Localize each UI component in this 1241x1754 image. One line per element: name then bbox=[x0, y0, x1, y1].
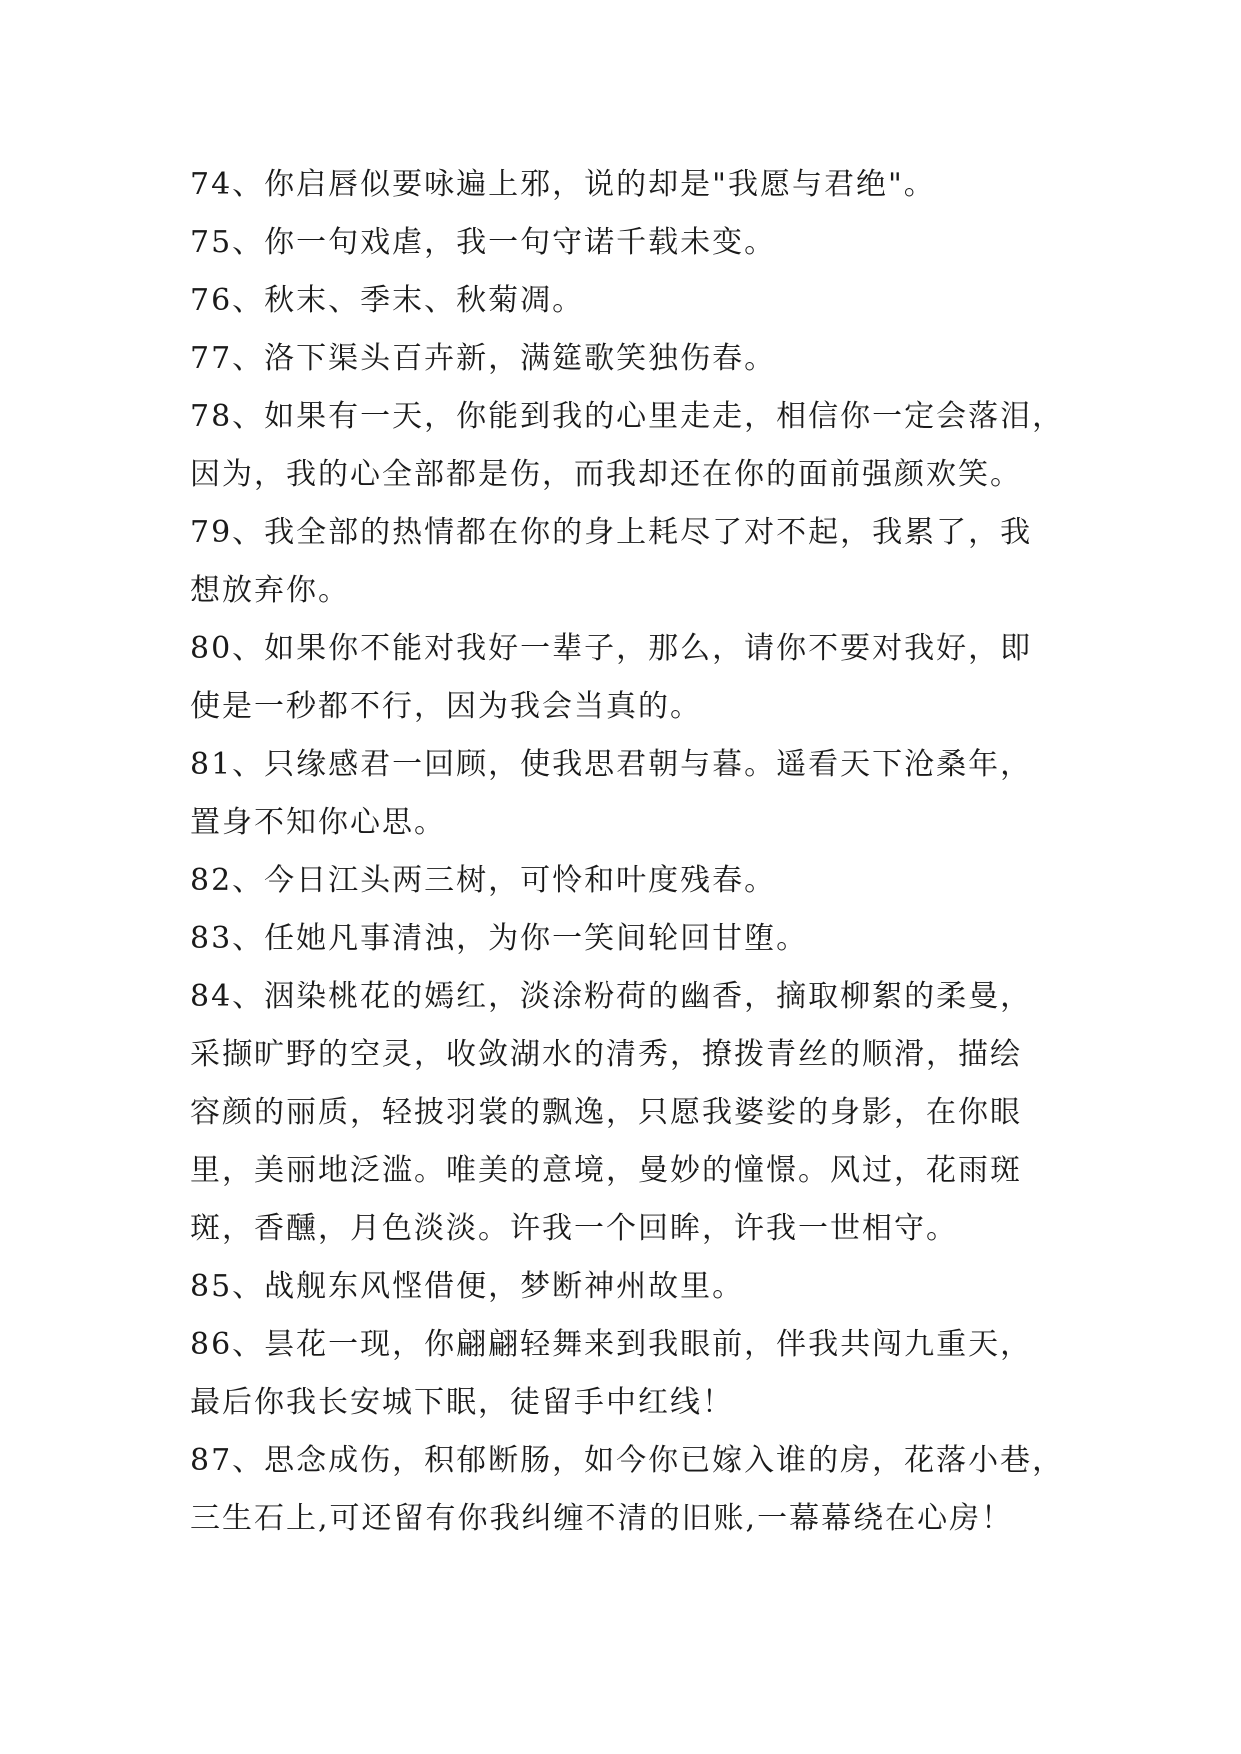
text-line: 82、今日江头两三树，可怜和叶度残春。 bbox=[190, 863, 777, 898]
text-line: 斑，香醺，月色淡淡。许我一个回眸，许我一世相守。 bbox=[190, 1211, 958, 1246]
text-line: 79、我全部的热情都在你的身上耗尽了对不起，我累了，我 bbox=[190, 515, 1033, 550]
text-line: 容颜的丽质，轻披羽裳的飘逸，只愿我婆娑的身影，在你眼 bbox=[190, 1095, 1022, 1130]
text-line: 77、洛下渠头百卉新，满筵歌笑独伤春。 bbox=[190, 341, 777, 376]
text-line: 采撷旷野的空灵，收敛湖水的清秀，撩拨青丝的顺滑，描绘 bbox=[190, 1037, 1022, 1072]
text-line: 因为，我的心全部都是伤，而我却还在你的面前强颜欢笑。 bbox=[190, 457, 1022, 492]
text-line: 置身不知你心思。 bbox=[190, 805, 446, 840]
document-body bbox=[190, 156, 1070, 1548]
text-line: 87、思念成伤，积郁断肠，如今你已嫁入谁的房，花落小巷， bbox=[190, 1443, 1065, 1478]
text-line: 想放弃你。 bbox=[190, 573, 350, 608]
text-line: 最后你我长安城下眠，徒留手中红线！ bbox=[190, 1385, 734, 1420]
text-line: 使是一秒都不行，因为我会当真的。 bbox=[190, 689, 702, 724]
text-line: 80、如果你不能对我好一辈子，那么，请你不要对我好，即 bbox=[190, 631, 1033, 666]
text-line: 83、任她凡事清浊，为你一笑间轮回甘堕。 bbox=[190, 921, 809, 956]
text-line: 里，美丽地泛滥。唯美的意境，曼妙的憧憬。风过，花雨斑 bbox=[190, 1153, 1022, 1188]
text-line: 75、你一句戏虐，我一句守诺千载未变。 bbox=[190, 225, 777, 260]
text-line: 81、只缘感君一回顾，使我思君朝与暮。遥看天下沧桑年， bbox=[190, 747, 1033, 782]
text-line: 76、秋末、季末、秋菊凋。 bbox=[190, 283, 585, 318]
text-line: 78、如果有一天，你能到我的心里走走，相信你一定会落泪， bbox=[190, 399, 1065, 434]
text-line: 86、昙花一现，你翩翩轻舞来到我眼前，伴我共闯九重天， bbox=[190, 1327, 1033, 1362]
text-line: 三生石上,可还留有你我纠缠不清的旧账,一幕幕绕在心房！ bbox=[190, 1501, 1014, 1536]
text-line: 74、你启唇似要咏遍上邪，说的却是"我愿与君绝"。 bbox=[190, 167, 936, 202]
text-line: 84、洇染桃花的嫣红，淡涂粉荷的幽香，摘取柳絮的柔曼， bbox=[190, 979, 1033, 1014]
text-line: 85、战舰东风悭借便，梦断神州故里。 bbox=[190, 1269, 745, 1304]
